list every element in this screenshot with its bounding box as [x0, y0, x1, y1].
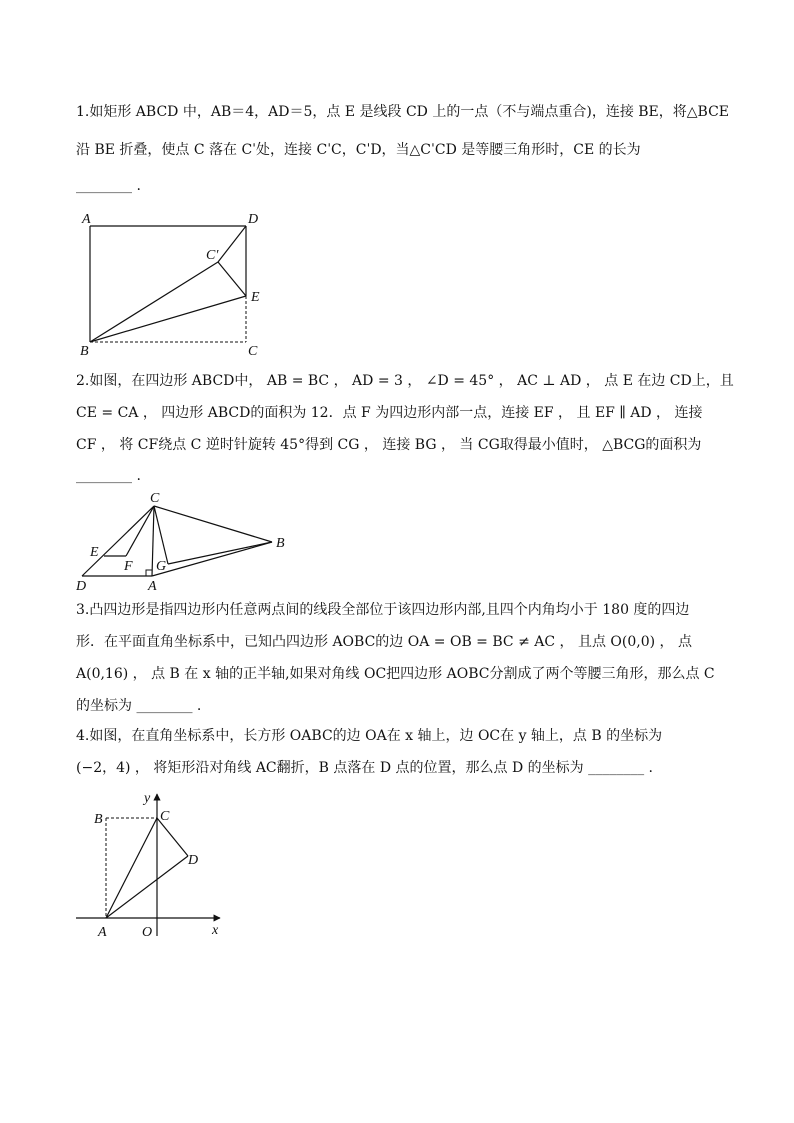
q4-label-d: D: [188, 853, 199, 868]
q2-label-f: F: [124, 559, 133, 574]
q2-side-ca: [152, 506, 154, 576]
q1-line-3: ________ .: [76, 178, 141, 194]
q2-segment-cg: [154, 506, 168, 564]
q4-figure: [76, 786, 236, 942]
q4-label-y: y: [144, 791, 151, 806]
q1-segment-dc-prime: [218, 226, 246, 262]
q1-label-b: B: [80, 344, 89, 358]
q1-line-1: 1.如矩形 ABCD 中，AB＝4，AD＝5，点 E 是线段 CD 上的一点（不与端点重合)，连接 BE，将△BCE: [76, 104, 730, 120]
q2-figure: [76, 490, 296, 596]
q1-segment-be: [90, 296, 246, 342]
q2-line-2: CE = CA ， 四边形 ABCD的面积为 12．点 F 为四边形内部一点，连接 EF ， 且 EF ∥ AD ， 连接: [76, 405, 703, 421]
q4-label-a: A: [98, 925, 107, 940]
q3-line-2: 形．在平面直角坐标系中，已知凸四边形 AOBC的边 OA = OB = BC ≠ AC ， 且点 O(0,0) ， 点: [76, 634, 692, 650]
q1-label-a: A: [82, 212, 91, 227]
q2-segment-cf: [126, 506, 154, 556]
q2-label-b: B: [276, 536, 285, 551]
q4-segment-ac: [106, 818, 157, 918]
q1-label-c: C: [248, 344, 258, 358]
q4-label-b: B: [94, 812, 103, 827]
q3-line-3: A(0,16) ， 点 B 在 x 轴的正半轴,如果对角线 OC把四边形 AOBC分割成了两个等腰三角形，那么点 C: [76, 666, 715, 682]
q2-label-g: G: [156, 559, 167, 574]
q2-line-3: CF ， 将 CF绕点 C 逆时针旋转 45°得到 CG ， 连接 BG ， 当 CG取得最小值时， △BCG的面积为: [76, 437, 702, 453]
q1-label-c-prime: C′: [206, 248, 219, 263]
q1-line-2: 沿 BE 折叠，使点 C 落在 Cˈ处，连接 CˈC，CˈD，当△CˈCD 是等腰三角形时，CE 的长为: [76, 142, 641, 158]
q2-right-angle-mark: [146, 570, 152, 576]
q1-figure: [76, 206, 276, 358]
q2-segment-gb: [168, 542, 272, 564]
q2-label-e: E: [90, 545, 99, 560]
q2-side-cb: [154, 506, 272, 542]
q4-label-x: x: [212, 923, 219, 938]
q4-line-1: 4.如图，在直角坐标系中，长方形 OABC的边 OA在 x 轴上，边 OC在 y 轴上，点 B 的坐标为: [76, 728, 663, 744]
q1-segment-b-c-prime: [90, 262, 218, 342]
q4-label-o: O: [142, 925, 153, 940]
q2-label-a: A: [148, 579, 157, 594]
q3-line-4: 的坐标为 ________ .: [76, 698, 202, 714]
q2-side-ab: [152, 542, 272, 576]
q2-line-4: ________ .: [76, 468, 141, 484]
q1-label-e: E: [251, 290, 260, 305]
q4-line-2: (−2，4) ， 将矩形沿对角线 AC翻折，B 点落在 D 点的位置，那么点 D 的坐标为 ________ .: [76, 760, 653, 776]
q2-label-c: C: [150, 491, 160, 506]
q1-label-d: D: [248, 212, 259, 227]
q2-label-d: D: [76, 579, 87, 594]
q2-line-1: 2.如图，在四边形 ABCD中， AB = BC ， AD = 3 ， ∠D = 45° ， AC ⊥ AD ， 点 E 在边 CD上，且: [76, 373, 734, 389]
q4-label-c: C: [160, 809, 170, 824]
q1-segment-c-prime-e: [218, 262, 246, 296]
q2-side-dc: [82, 506, 154, 576]
q4-segment-ad: [106, 856, 188, 918]
q3-line-1: 3.凸四边形是指四边形内任意两点间的线段全部位于该四边形内部,且四个内角均小于 180 度的四边: [76, 602, 690, 618]
